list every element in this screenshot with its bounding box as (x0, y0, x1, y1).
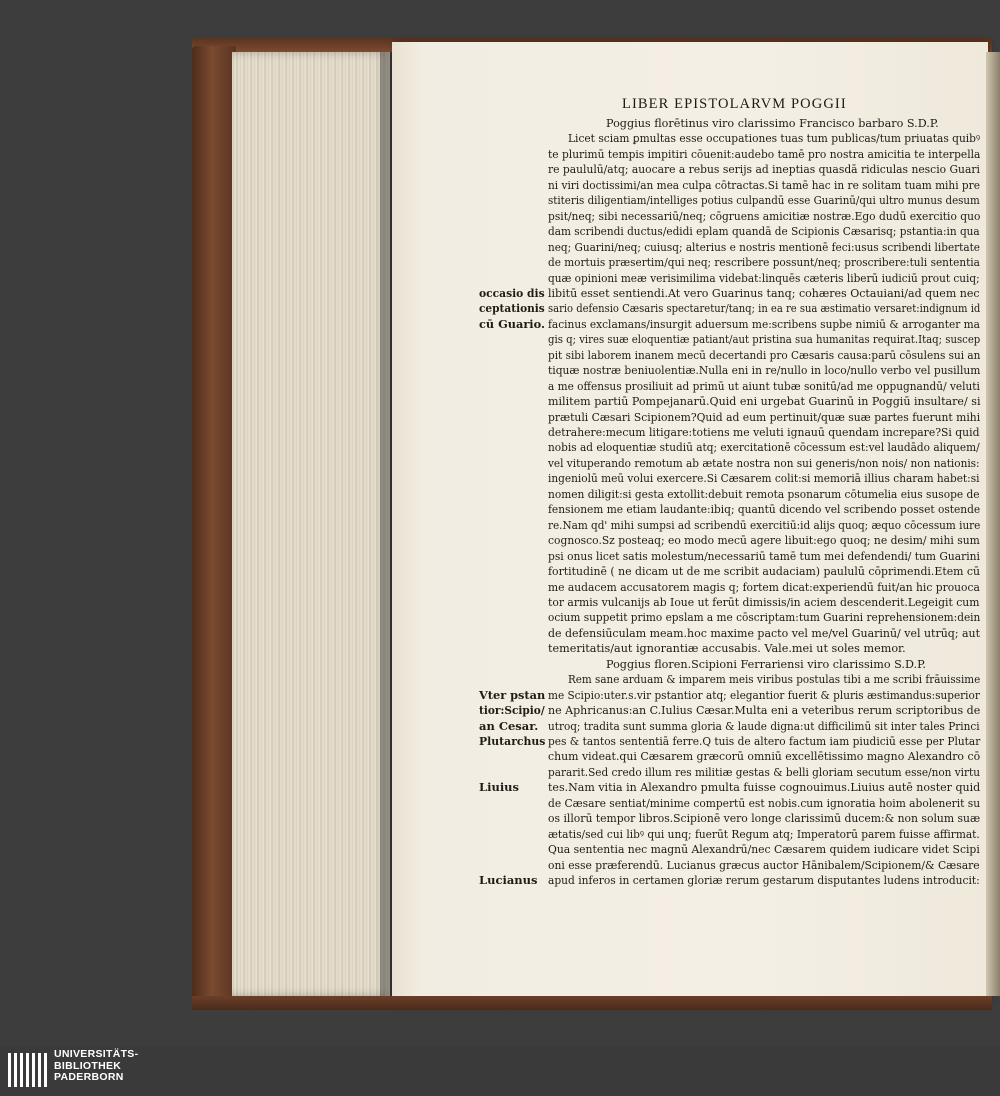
text-line: psit/neq; sibi necessariū/neq; cōgruens amicitiæ nostræ.Ego dudū exercitio quo (548, 210, 981, 223)
margin-note: an Cesar. (479, 719, 539, 733)
text-line: temeritatis/aut ignorantiæ accusabis. Vale.mei ut soles memor. (548, 642, 906, 655)
library-name-line1: UNIVERSITÄTS- (54, 1048, 139, 1060)
text-line: prætuli Cæsari Scipionem?Quid ad eum pertinuit/quæ suæ partes fuerunt mihi (548, 411, 981, 424)
text-line: de Cæsare sentiat/minime compertū est nobis.cum ignoratia hoim abolenerit su (548, 797, 981, 810)
text-line: de mortuis præsertim/qui neq; rescribere possunt/neq; proscribere:tuli sententia (548, 256, 980, 269)
text-line: oni esse præferendū. Lucianus græcus auctor Hānibalem/Scipionem/& Cæsare (548, 859, 980, 872)
text-line: nobis ad eloquentiæ studiū atq; exercitationē cōcessum est:vel laudādo aliquem/ (548, 441, 980, 454)
page-block-fore-edge (232, 52, 390, 996)
text-line: pararit.Sed credo illum res militiæ gestas & belli gloriam secutum esse/non virtu (548, 766, 980, 779)
text-line: pit sibi laborem inanem mecū decertandi pro Cæsaris causa:parū cōsulens sui an (548, 349, 981, 362)
margin-note: tior:Scipio/ (479, 703, 545, 717)
text-line: psi onus licet satis molestum/necessariū tamē tum mei defendendi/ tum Guarini (548, 550, 980, 563)
text-line: a me offensus prosiliuit ad primū ut aiunt tubæ sonitū/ad me oppugnandū/ veluti (548, 380, 980, 393)
text-line: cognosco.Sz posteaq; eo modo mecū agere libuit:ego quoq; ne desim/ mihi sum (548, 534, 980, 547)
text-line: Rem sane arduam & imparem meis viribus postulas tibi a me scribi frāuissime (568, 673, 981, 686)
library-name-line3: PADERBORN (54, 1071, 124, 1083)
text-line: me Scipio:uter.s.vir pstantior atq; elegantior fuerit & pluris æstimandus:superior (548, 689, 980, 702)
text-line: tiquæ nostræ beniuolentiæ.Nulla eni in re/nullo in loco/nullo verbo vel pusillum (548, 364, 981, 377)
library-name-line2: BIBLIOTHEK (54, 1059, 122, 1072)
text-line: ne Aphricanus:an C.Iulius Cæsar.Multa eni a veteribus rerum scriptoribus de (548, 704, 981, 717)
text-line: me audacem accusatorem magis q; fortem dicat:experiendū fuit/an hic prouoca (548, 581, 980, 594)
text-line: ætatis/sed cui libꝰ qui unq; fuerūt Regum atq; Imperatorū parem fuisse affirmat. (548, 828, 980, 841)
text-line: pes & tantos sententiā ferre.Q tuis de altero factum iam piudiciū esse per Plutar (548, 735, 981, 748)
text-line: sario defensio Cæsaris spectaretur/tanq; in ea re sua æstimatio versaret:indignum id (548, 302, 981, 315)
margin-note: Liuius (479, 780, 520, 794)
text-line: chum videat.qui Cæsarem græcorū omniū excellētissimo magno Alexandro cō (548, 750, 981, 763)
text-line: gis q; vires suæ eloquentiæ patiant/aut pristina sua humanitas requirat.Itaq; suscep (548, 333, 981, 346)
text-line: tor armis vulcanijs ab Ioue ut ferūt dimissis/in aciem descenderit.Legeigit cum (548, 596, 980, 609)
text-line: neq; Guarini/neq; cuiusq; alterius e nostris mentionē feci:usus scribendi libertate (548, 241, 980, 254)
library-name (54, 1049, 138, 1084)
library-logo-icon (8, 1051, 48, 1091)
text-line: Poggius florētinus viro clarissimo Francisco barbaro S.D.P. (606, 117, 939, 130)
text-line: os illorū tempor libros.Scipionē vero longe clarissimū ducem:& non solum suæ (548, 812, 981, 825)
text-line: fensionem me etiam laudante:ibiq; quantū dicendo vel scribendo posset ostende (548, 503, 981, 516)
text-line: militem partiū Pompejanarū.Quid eni urgebat Guarinū in Poggiū insultare/ si (548, 395, 981, 408)
text-line: re.Nam qd' mihi sumpsi ad scribendū exercitiū:id alijs quoq; æquo cōcessum iure (548, 519, 981, 532)
running-head: LIBER EPISTOLARVM POGGII (622, 96, 847, 112)
text-line: ni viri doctissimi/an mea culpa cōtractas.Si tamē hac in re solitam tuam mihi pre (548, 179, 980, 192)
book-cover-spine-edge (192, 46, 236, 1004)
margin-note: Lucianus (479, 873, 538, 887)
margin-note: ceptationis (479, 301, 545, 315)
text-line: nomen diligit:si gesta extollit:debuit remota psonarum cōtumelia eius susope de (548, 488, 980, 501)
text-line: fortitudinē ( ne dicam ut de me scribit audaciam) paululū cōprimendi.Etem cū (548, 565, 981, 578)
text-line: te plurimū tempis impitiri cōuenit:audebo tamē pro nostra amicitia te interpella (548, 148, 981, 161)
text-line: de defensiūculam meam.hoc maxime pacto vel me/vel Guarinū/ vel utrūq; aut (548, 627, 981, 640)
text-line: ingeniolū meū volui exercere.Si Cæsarem colit:si memoriā illius charam habet:si (548, 472, 980, 485)
text-line: Qua sententia nec magnū Alexandrū/nec Cæsarem quidem iudicare videt Scipi (548, 843, 980, 856)
text-line: utroq; tradita sunt summa gloria & laude digna:ut difficilimū sit inter tales Princi (548, 720, 980, 733)
text-line: vel vituperando remotum ab ætate nostra non sui generis/non nois/ non nationis: (548, 457, 980, 470)
text-line: facinus exclamans/insurgit aduersum me:scribens supbe nimiū & arroganter ma (548, 318, 980, 331)
text-line: ocium suppetit primo epslam a me cōscriptam:tum Guarini reprehensionem:dein (548, 611, 981, 624)
margin-note: Vter pstan (479, 688, 546, 702)
margin-note: occasio dis (479, 286, 545, 300)
text-line: Poggius floren.Scipioni Ferrariensi viro clarissimo S.D.P. (606, 658, 926, 671)
library-footer (0, 1046, 1000, 1096)
book-cover-bottom-edge (192, 996, 992, 1010)
margin-note: cū Guario. (479, 317, 545, 331)
text-line: detrahere:mecum litigare:totiens me veluti ignauū quendam increpare?Si quid (548, 426, 980, 439)
page-right-edge (986, 52, 1000, 996)
text-line: quæ opinioni meæ verisimilima videbat:linquēs cæteris liberū iudiciū prout cuiq; (548, 272, 980, 285)
text-line: dam scribendi ductus/edidi eplam quandā de Scipionis Cæsarisq; pstantia:in qua (548, 225, 980, 238)
margin-note: Plutarchus (479, 734, 546, 748)
text-line: apud inferos in certamen gloriæ rerum gestarum disputantes ludens introducit: (548, 874, 980, 887)
text-line: stiteris diligentiam/intelliges potius culpandū esse Guarinū/qui ultro munus desum (548, 194, 980, 207)
text-line: libitū esset sentiendi.At vero Guarinus tanq; cohæres Octauiani/ad quem nec (548, 287, 980, 300)
text-line: re paululū/atq; auocare a rebus serijs ad ineptias quasdā ridiculas nescio Guari (548, 163, 980, 176)
text-line: tes.Nam vitia in Alexandro pmulta fuisse cognouimus.Liuius autē noster quid (548, 781, 981, 794)
text-line: Licet sciam ꝑmultas esse occupationes tuas tum publicas/tum priuatas quibꝰ (568, 132, 981, 145)
